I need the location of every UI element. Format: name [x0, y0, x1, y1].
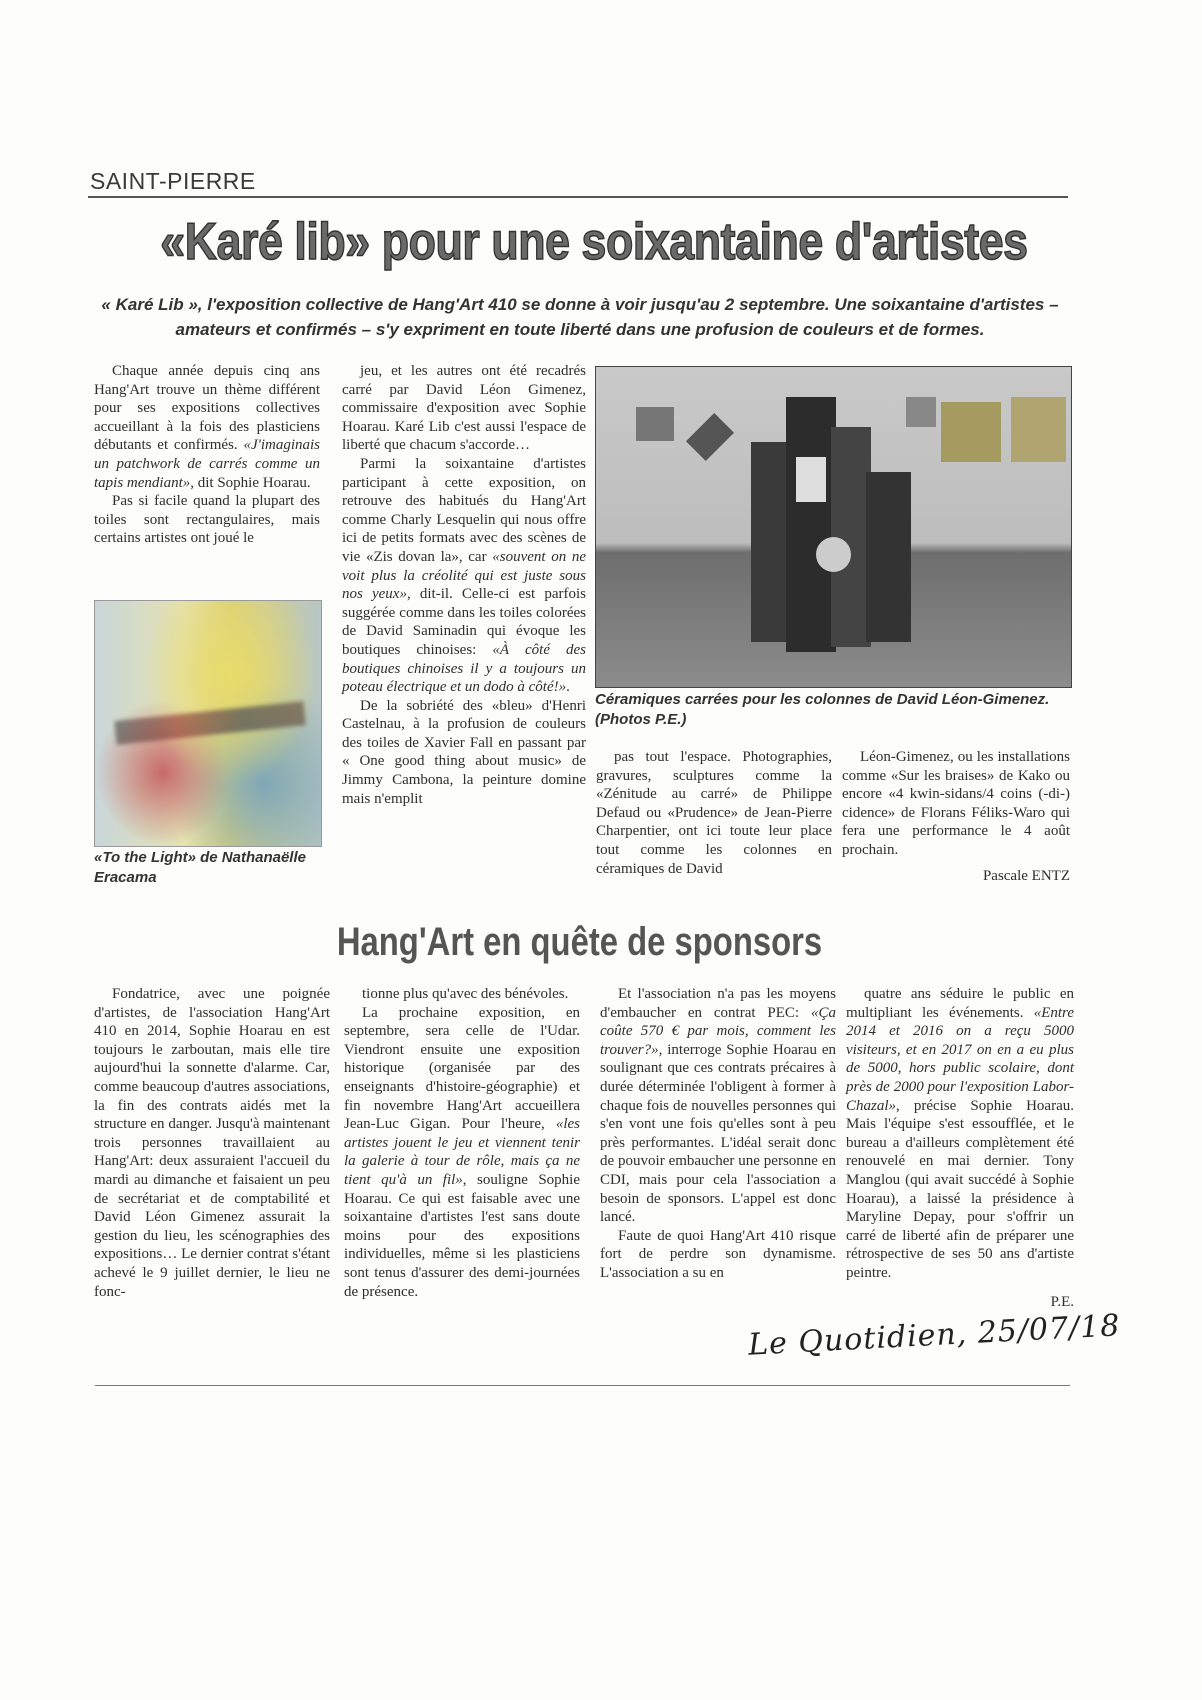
paragraph — [596, 748, 832, 878]
bottom-rule — [95, 1385, 1070, 1386]
article1-column-2 — [342, 362, 586, 808]
quote-text: «les artistes jouent le jeu et viennent tenir la galerie à tour de rôle, mais ça ne tient qu'à un fil» — [344, 1116, 580, 1188]
body-text: , précise Sophie Hoarau. Mais l'équipe s'est essoufflée, et le bureau a d'ailleurs complètement été renouvelé en mai dernier. Tony Manglou (qui avait succédé à Sophie Hoarau), a laissé la présidence à Maryline Depay, pour s'offrir un carré de liberté afin de préparer une rétrospective de ses 50 ans d'artiste peintre. — [846, 1097, 1074, 1281]
quote-text: «Ça coûte 570 € par mois, comment les trouver?» — [600, 1004, 836, 1058]
body-text: , dit-il. Celle-ci est parfois suggérée comme dans les toiles colorées de David Saminadin qui évoque les boutiques chinoises: — [342, 586, 586, 658]
paragraph — [342, 362, 586, 455]
body-text: Et l'association n'a pas les moyens d'embaucher en contrat PEC: — [600, 986, 836, 1021]
article1-column-1 — [94, 362, 320, 548]
article2-column-3 — [600, 985, 836, 1283]
quote-text: «Entre 2014 et 2016 on a reçu 5000 visiteurs, et en 2017 on en a eu plus de 5000, hors public scolaire, dont près de 2000 pour l'exposition Labor-Chazal» — [846, 1004, 1074, 1114]
body-text: Léon-Gimenez, ou les installations comme «Sur les braises» de Kako ou encore «4 kwin-sidans/4 coins (-di-) cidence» de Florans Féliks-Waro qui fera une performance le 4 août prochain. — [842, 749, 1070, 858]
paragraph — [94, 492, 320, 548]
section-label: SAINT-PIERRE — [90, 168, 256, 194]
article2-author: P.E. — [1050, 1294, 1074, 1310]
article-deck: « Karé Lib », l'exposition collective de Hang'Art 410 se donne à voir jusqu'au 2 septembre. Une soixantaine d'artistes – amateurs et confirmés – s'y expriment en toute liberté dans une profusion de couleurs et de formes. — [101, 295, 1059, 339]
body-text: . — [566, 679, 570, 696]
body-text: Chaque année depuis cinq ans Hang'Art trouve un thème différent pour ses expositions collectives accueillant à la fois des plasticiens débutants et confirmés. — [94, 363, 320, 454]
handwritten-source-date: Le Quotidien, 25/07/18 — [747, 1308, 1122, 1363]
paragraph — [846, 985, 1074, 1283]
article1-column-4 — [842, 748, 1070, 860]
paragraph — [842, 748, 1070, 860]
body-text: De la sobriété des «bleu» d'Henri Castelnau, à la profusion de couleurs des toiles de Xavier Fall en passant par « One good thing about music» de Jimmy Cambona, la peinture domine mais n'emplit — [342, 697, 586, 807]
body-text: Parmi la soixantaine d'artistes participant à cette exposition, on retrouve des habitués du Hang'Art comme Charly Lesquelin qui nous offre ici de petits formats avec des scènes de vie «Zis dovan la», car — [342, 455, 586, 565]
article2-column-1 — [94, 985, 330, 1301]
paragraph — [342, 697, 586, 809]
body-text: Pas si facile quand la plupart des toiles sont rectangulaires, mais certains artistes ont joué le — [94, 493, 320, 547]
paragraph — [344, 985, 580, 1004]
article2-column-4 — [846, 985, 1074, 1283]
body-text: pas tout l'espace. Photographies, gravures, sculptures comme la «Zénitude au carré» de Philippe Defaud ou «Prudence» de Jean-Pierre Charpentier, ont ici toute leur place tout comme les colonnes en céramiques de David — [596, 749, 832, 877]
body-text: , dit Sophie Hoarau. — [190, 474, 311, 491]
section-rule — [88, 196, 1068, 198]
article1-author: Pascale ENTZ — [982, 868, 1070, 884]
paragraph — [94, 985, 330, 1301]
painting-image-to-the-light — [94, 600, 322, 847]
article1-column-3 — [596, 748, 832, 878]
quote-text: «J'imaginais un patchwork de carrés comme un tapis mendiant» — [94, 437, 320, 491]
paragraph — [600, 1227, 836, 1283]
body-text: quatre ans séduire le public en multipliant les événements. — [846, 986, 1074, 1021]
paragraph — [342, 455, 586, 697]
body-text: , souligne Sophie Hoarau. Ce qui est faisable avec une soixantaine d'artistes l'est sans doute moins pour des expositions individuelles, même si les plasticiens sont tenus d'assurer des demi-journées de présence. — [344, 1171, 580, 1300]
quote-text: «souvent on ne voit plus la créolité qui est juste sous nos yeux» — [342, 548, 586, 603]
article2-column-2 — [344, 985, 580, 1301]
quote-text: «À côté des boutiques chinoises il y a toujours un poteau électrique et un dodo à côté!» — [342, 641, 586, 696]
article-headline: «Karé lib» pour une soixantaine d'artistes — [160, 213, 1028, 271]
body-text: , interroge Sophie Hoarau en soulignant que ces contrats précaires à durée déterminée l'obligent à former à chaque fois de nouvelles personnes qui s'en vont une fois qu'elles sont à peu près performantes. L'idéal serait donc de pouvoir embaucher une personne en CDI, mais pour cela l'association a besoin de sponsors. L'appel est donc lancé. — [600, 1041, 836, 1226]
body-text: Fondatrice, avec une poignée d'artistes, de l'association Hang'Art 410 en 2014, Sophie Hoarau en est toujours le zarboutan, mais elle tire aujourd'hui la sonnette d'alarme. Car, comme beaucoup d'autres associations, la fin des contrats aidés met la structure en danger. Jusqu'à maintenant trois personnes travaillaient au Hang'Art: deux assuraient l'accueil du mardi au dimanche et faisaient un peu de secrétariat et de comptabilité et David Léon Gimenez assurait la gestion du lieu, les scénographies des expositions… Le dernier contrat s'étant achevé le 9 juillet dernier, le lieu ne fonc- — [94, 986, 330, 1300]
painting-caption: «To the Light» de Nathanaëlle Eracama — [94, 849, 306, 886]
paragraph — [94, 362, 320, 492]
photo-caption: Céramiques carrées pour les colonnes de David Léon-Gimenez. (Photos P.E.) — [595, 691, 1050, 728]
body-text: La prochaine exposition, en septembre, sera celle de l'Udar. Viendront ensuite une exposition historique (organisée par des enseignants d'histoire-géographie) et fin novembre Hang'Art accueillera Jean-Luc Gigan. Pour l'heure, — [344, 1004, 580, 1133]
paragraph — [344, 1004, 580, 1302]
article2-headline: Hang'Art en quête de sponsors — [336, 920, 823, 964]
body-text: tionne plus qu'avec des bénévoles. — [362, 986, 569, 1002]
gallery-photo — [595, 366, 1072, 688]
body-text: Faute de quoi Hang'Art 410 risque fort de perdre son dynamisme. L'association a su en — [600, 1227, 836, 1281]
body-text: jeu, et les autres ont été recadrés carré par David Léon Gimenez, commissaire d'exposition avec Sophie Hoarau. Karé Lib c'est aussi l'espace de liberté que chacum s'accorde… — [342, 363, 586, 454]
paragraph — [600, 985, 836, 1227]
